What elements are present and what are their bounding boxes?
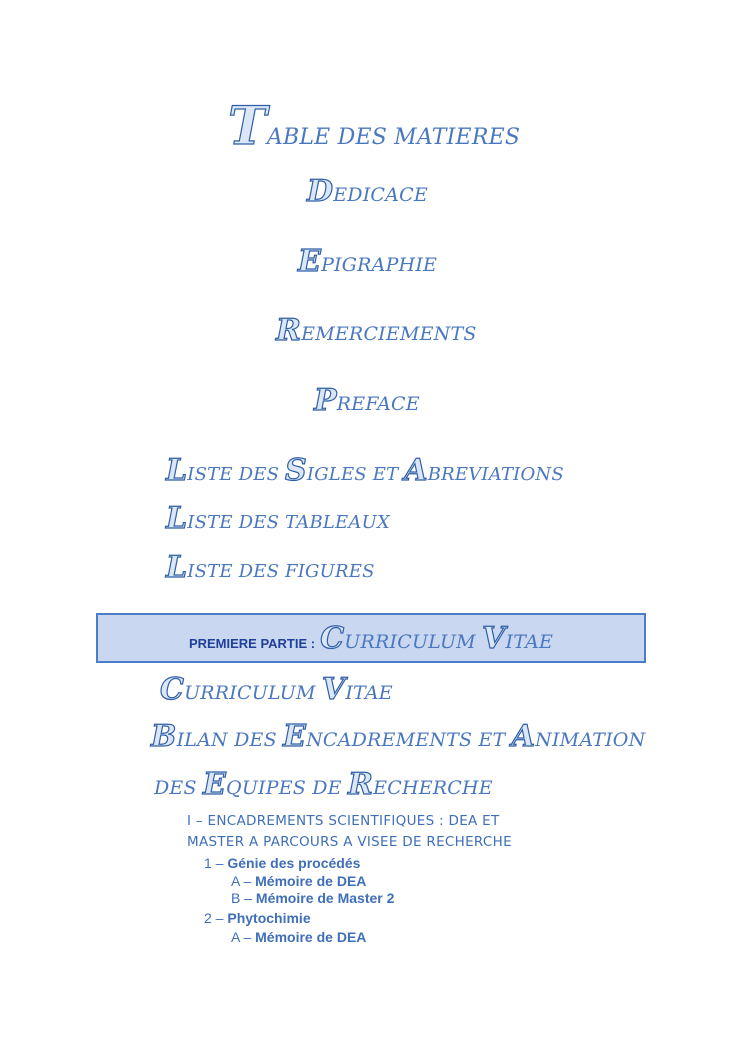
- drop-cap: L: [166, 453, 188, 488]
- toc-entry-epigraphie: EPIGRAPHIE: [298, 244, 438, 279]
- section-curriculum-vitae: CURRICULUM VITAE: [160, 672, 393, 707]
- toc-entry-remerciements: REMERCIEMENTS: [276, 313, 477, 348]
- banner-title: CURRICULUM VITAE: [320, 621, 554, 656]
- drop-cap: V: [321, 672, 346, 707]
- drop-cap: A: [511, 719, 536, 754]
- drop-cap: R: [276, 313, 302, 348]
- subsection-heading-line2: MASTER A PARCOURS A VISEE DE RECHERCHE: [187, 834, 512, 850]
- part-banner: [96, 613, 646, 663]
- drop-cap: C: [320, 621, 345, 656]
- section-bilan-line2: DES EQUIPES DE RECHERCHE: [154, 767, 493, 802]
- toc-item-genie-dea: A – Mémoire de DEA: [231, 873, 367, 889]
- drop-cap: D: [307, 174, 334, 209]
- section-bilan-line1: BILAN DES ENCADREMENTS ET ANIMATION: [151, 719, 646, 754]
- drop-cap: A: [404, 453, 428, 488]
- drop-cap: P: [314, 383, 337, 418]
- drop-cap: R: [348, 767, 374, 802]
- drop-cap: V: [482, 621, 506, 656]
- drop-cap: T: [228, 96, 267, 157]
- subsection-heading-line1: I – ENCADREMENTS SCIENTIFIQUES : DEA ET: [187, 813, 500, 829]
- banner-label: PREMIERE PARTIE :: [188, 636, 316, 651]
- toc-title: TABLE DES MATIERES: [228, 96, 521, 157]
- drop-cap: E: [298, 244, 322, 279]
- toc-item-phyto-dea: A – Mémoire de DEA: [231, 929, 367, 945]
- drop-cap: C: [160, 672, 185, 707]
- drop-cap: L: [166, 501, 188, 536]
- toc-entry-dedicace: DEDICACE: [307, 174, 428, 209]
- drop-cap: L: [166, 550, 188, 585]
- drop-cap: E: [202, 767, 227, 802]
- toc-entry-liste-tableaux: LISTE DES TABLEAUX: [166, 501, 390, 536]
- toc-item-genie: 1 – Génie des procédés: [204, 855, 361, 871]
- toc-item-genie-master: B – Mémoire de Master 2: [231, 890, 395, 906]
- toc-entry-preface: PREFACE: [314, 383, 420, 418]
- drop-cap: E: [283, 719, 307, 754]
- toc-entry-liste-sigles: LISTE DES SIGLES ET ABREVIATIONS: [166, 453, 564, 488]
- drop-cap: S: [285, 453, 307, 488]
- toc-item-phytochimie: 2 – Phytochimie: [204, 910, 311, 926]
- drop-cap: B: [151, 719, 177, 754]
- toc-entry-liste-figures: LISTE DES FIGURES: [166, 550, 375, 585]
